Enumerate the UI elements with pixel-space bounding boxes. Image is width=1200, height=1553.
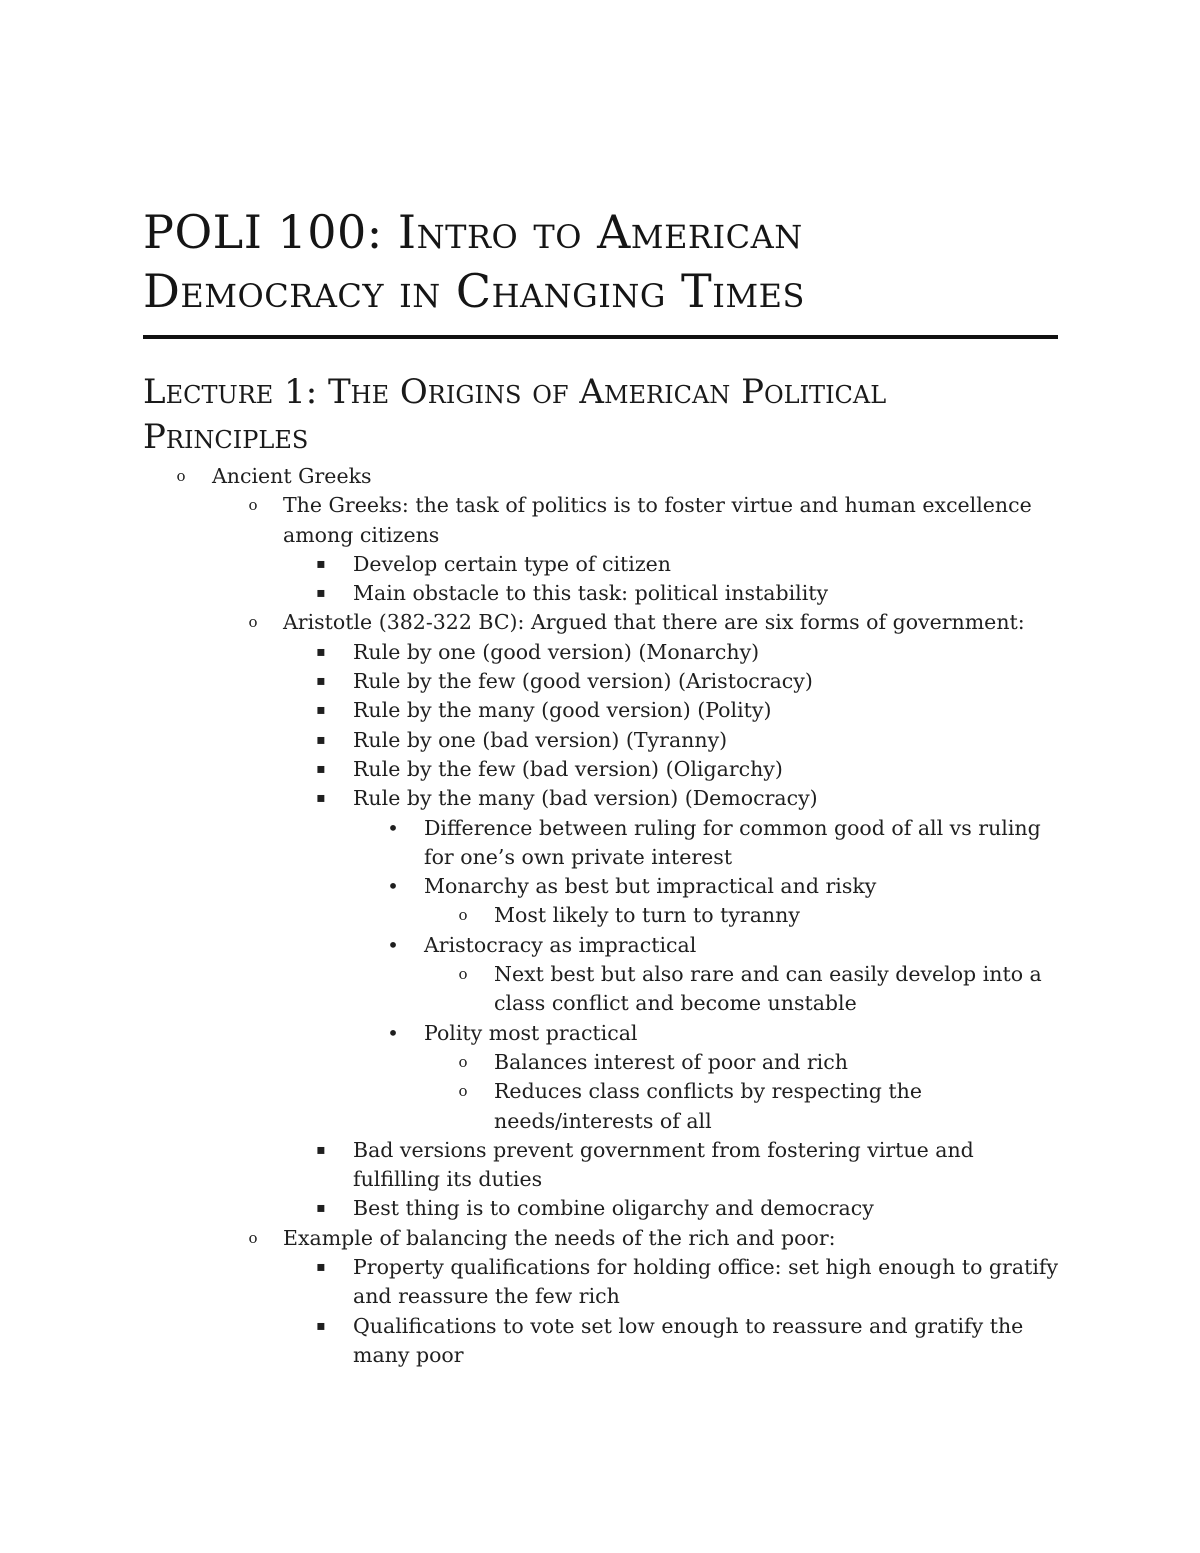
square-bullet-icon: ▪ xyxy=(316,760,326,777)
list-item xyxy=(0,901,1062,930)
ring-bullet-icon: o xyxy=(458,1082,468,1101)
list-item-text: Difference between ruling for common good of all vs ruling for one’s own private interest xyxy=(424,815,1041,869)
ring-bullet-icon: o xyxy=(248,613,258,632)
list-item xyxy=(0,960,1062,1019)
list-item xyxy=(0,755,1062,784)
list-item xyxy=(0,1224,1060,1253)
list-item-text: Most likely to turn to tyranny xyxy=(494,903,800,928)
title-line-1: POLI 100: Intro to American xyxy=(143,205,803,259)
bullet-outline xyxy=(0,462,1200,1370)
square-bullet-icon: ▪ xyxy=(316,585,326,602)
list-item xyxy=(0,608,1060,637)
list-item xyxy=(0,696,1062,725)
list-item-text: Develop certain type of citizen xyxy=(353,551,671,576)
list-item-text: Reduces class conflicts by respecting the needs/interests of all xyxy=(494,1079,922,1133)
list-item-text: Ancient Greeks xyxy=(212,464,372,488)
ring-bullet-icon: o xyxy=(176,467,186,485)
list-item-text: Rule by the many (good version) (Polity) xyxy=(353,698,772,723)
lecture-heading-line-1: Lecture 1: The Origins of American Political xyxy=(143,372,887,412)
list-item xyxy=(0,1253,1062,1312)
ring-bullet-icon: o xyxy=(458,1052,468,1071)
list-item xyxy=(0,491,1060,550)
list-item-text: Example of balancing the needs of the rich and poor: xyxy=(283,1225,836,1250)
list-item xyxy=(0,1136,1062,1195)
list-item xyxy=(0,1077,1062,1136)
list-item-text: Qualifications to vote set low enough to reassure and gratify the many poor xyxy=(353,1313,1024,1367)
list-item-text: Polity most practical xyxy=(424,1020,638,1045)
list-item xyxy=(0,1019,1062,1048)
dot-bullet-icon: • xyxy=(387,932,399,957)
list-item-text: Rule by the many (bad version) (Democracy) xyxy=(353,786,818,811)
list-item-text: Rule by the few (bad version) (Oligarchy) xyxy=(353,756,783,781)
lecture-heading xyxy=(143,370,1058,460)
ring-bullet-icon: o xyxy=(458,965,468,984)
document-title xyxy=(143,203,1058,339)
list-item-text: The Greeks: the task of politics is to foster virtue and human excellence among citizens xyxy=(283,493,1032,547)
dot-bullet-icon: • xyxy=(387,874,399,899)
square-bullet-icon: ▪ xyxy=(316,1200,326,1217)
list-item xyxy=(0,638,1062,667)
list-item-text: Monarchy as best but impractical and risky xyxy=(424,874,877,899)
list-item xyxy=(0,784,1062,813)
list-item xyxy=(0,931,1062,960)
list-item-text: Balances interest of poor and rich xyxy=(494,1049,848,1074)
list-item-text: Rule by one (bad version) (Tyranny) xyxy=(353,727,728,752)
list-item xyxy=(0,1194,1062,1223)
square-bullet-icon: ▪ xyxy=(316,1317,326,1334)
list-item-text: Main obstacle to this task: political instability xyxy=(353,581,829,606)
square-bullet-icon: ▪ xyxy=(316,1141,326,1158)
list-item xyxy=(0,872,1062,901)
list-item xyxy=(0,579,1062,608)
list-item-text: Rule by the few (good version) (Aristocracy) xyxy=(353,669,813,694)
square-bullet-icon: ▪ xyxy=(316,673,326,690)
square-bullet-icon: ▪ xyxy=(316,555,326,572)
square-bullet-icon: ▪ xyxy=(316,702,326,719)
list-item-text: Aristotle (382-322 BC): Argued that there are six forms of government: xyxy=(283,610,1025,635)
list-item-text: Bad versions prevent government from fostering virtue and fulfilling its duties xyxy=(353,1137,974,1192)
list-item xyxy=(0,462,1060,491)
square-bullet-icon: ▪ xyxy=(316,643,326,660)
list-item-text: Best thing is to combine oligarchy and democracy xyxy=(353,1196,874,1221)
list-item xyxy=(0,550,1062,579)
dot-bullet-icon: • xyxy=(387,1020,399,1045)
dot-bullet-icon: • xyxy=(387,815,399,840)
list-item xyxy=(0,667,1062,696)
list-item xyxy=(0,814,1062,873)
ring-bullet-icon: o xyxy=(458,906,468,925)
ring-bullet-icon: o xyxy=(248,1228,258,1247)
square-bullet-icon: ▪ xyxy=(316,1259,326,1276)
lecture-heading-line-2: Principles xyxy=(143,417,309,457)
square-bullet-icon: ▪ xyxy=(316,731,326,748)
list-item-text: Aristocracy as impractical xyxy=(424,932,697,957)
title-line-2: Democracy in Changing Times xyxy=(143,264,805,318)
ring-bullet-icon: o xyxy=(248,496,258,515)
list-item xyxy=(0,1312,1062,1371)
square-bullet-icon: ▪ xyxy=(316,790,326,807)
list-item xyxy=(0,726,1062,755)
list-item-text: Property qualifications for holding office: set high enough to gratify and reassure the few rich xyxy=(353,1255,1059,1309)
list-item-text: Rule by one (good version) (Monarchy) xyxy=(353,639,760,664)
list-item-text: Next best but also rare and can easily develop into a class conflict and become unstable xyxy=(494,962,1042,1016)
list-item xyxy=(0,1048,1062,1077)
